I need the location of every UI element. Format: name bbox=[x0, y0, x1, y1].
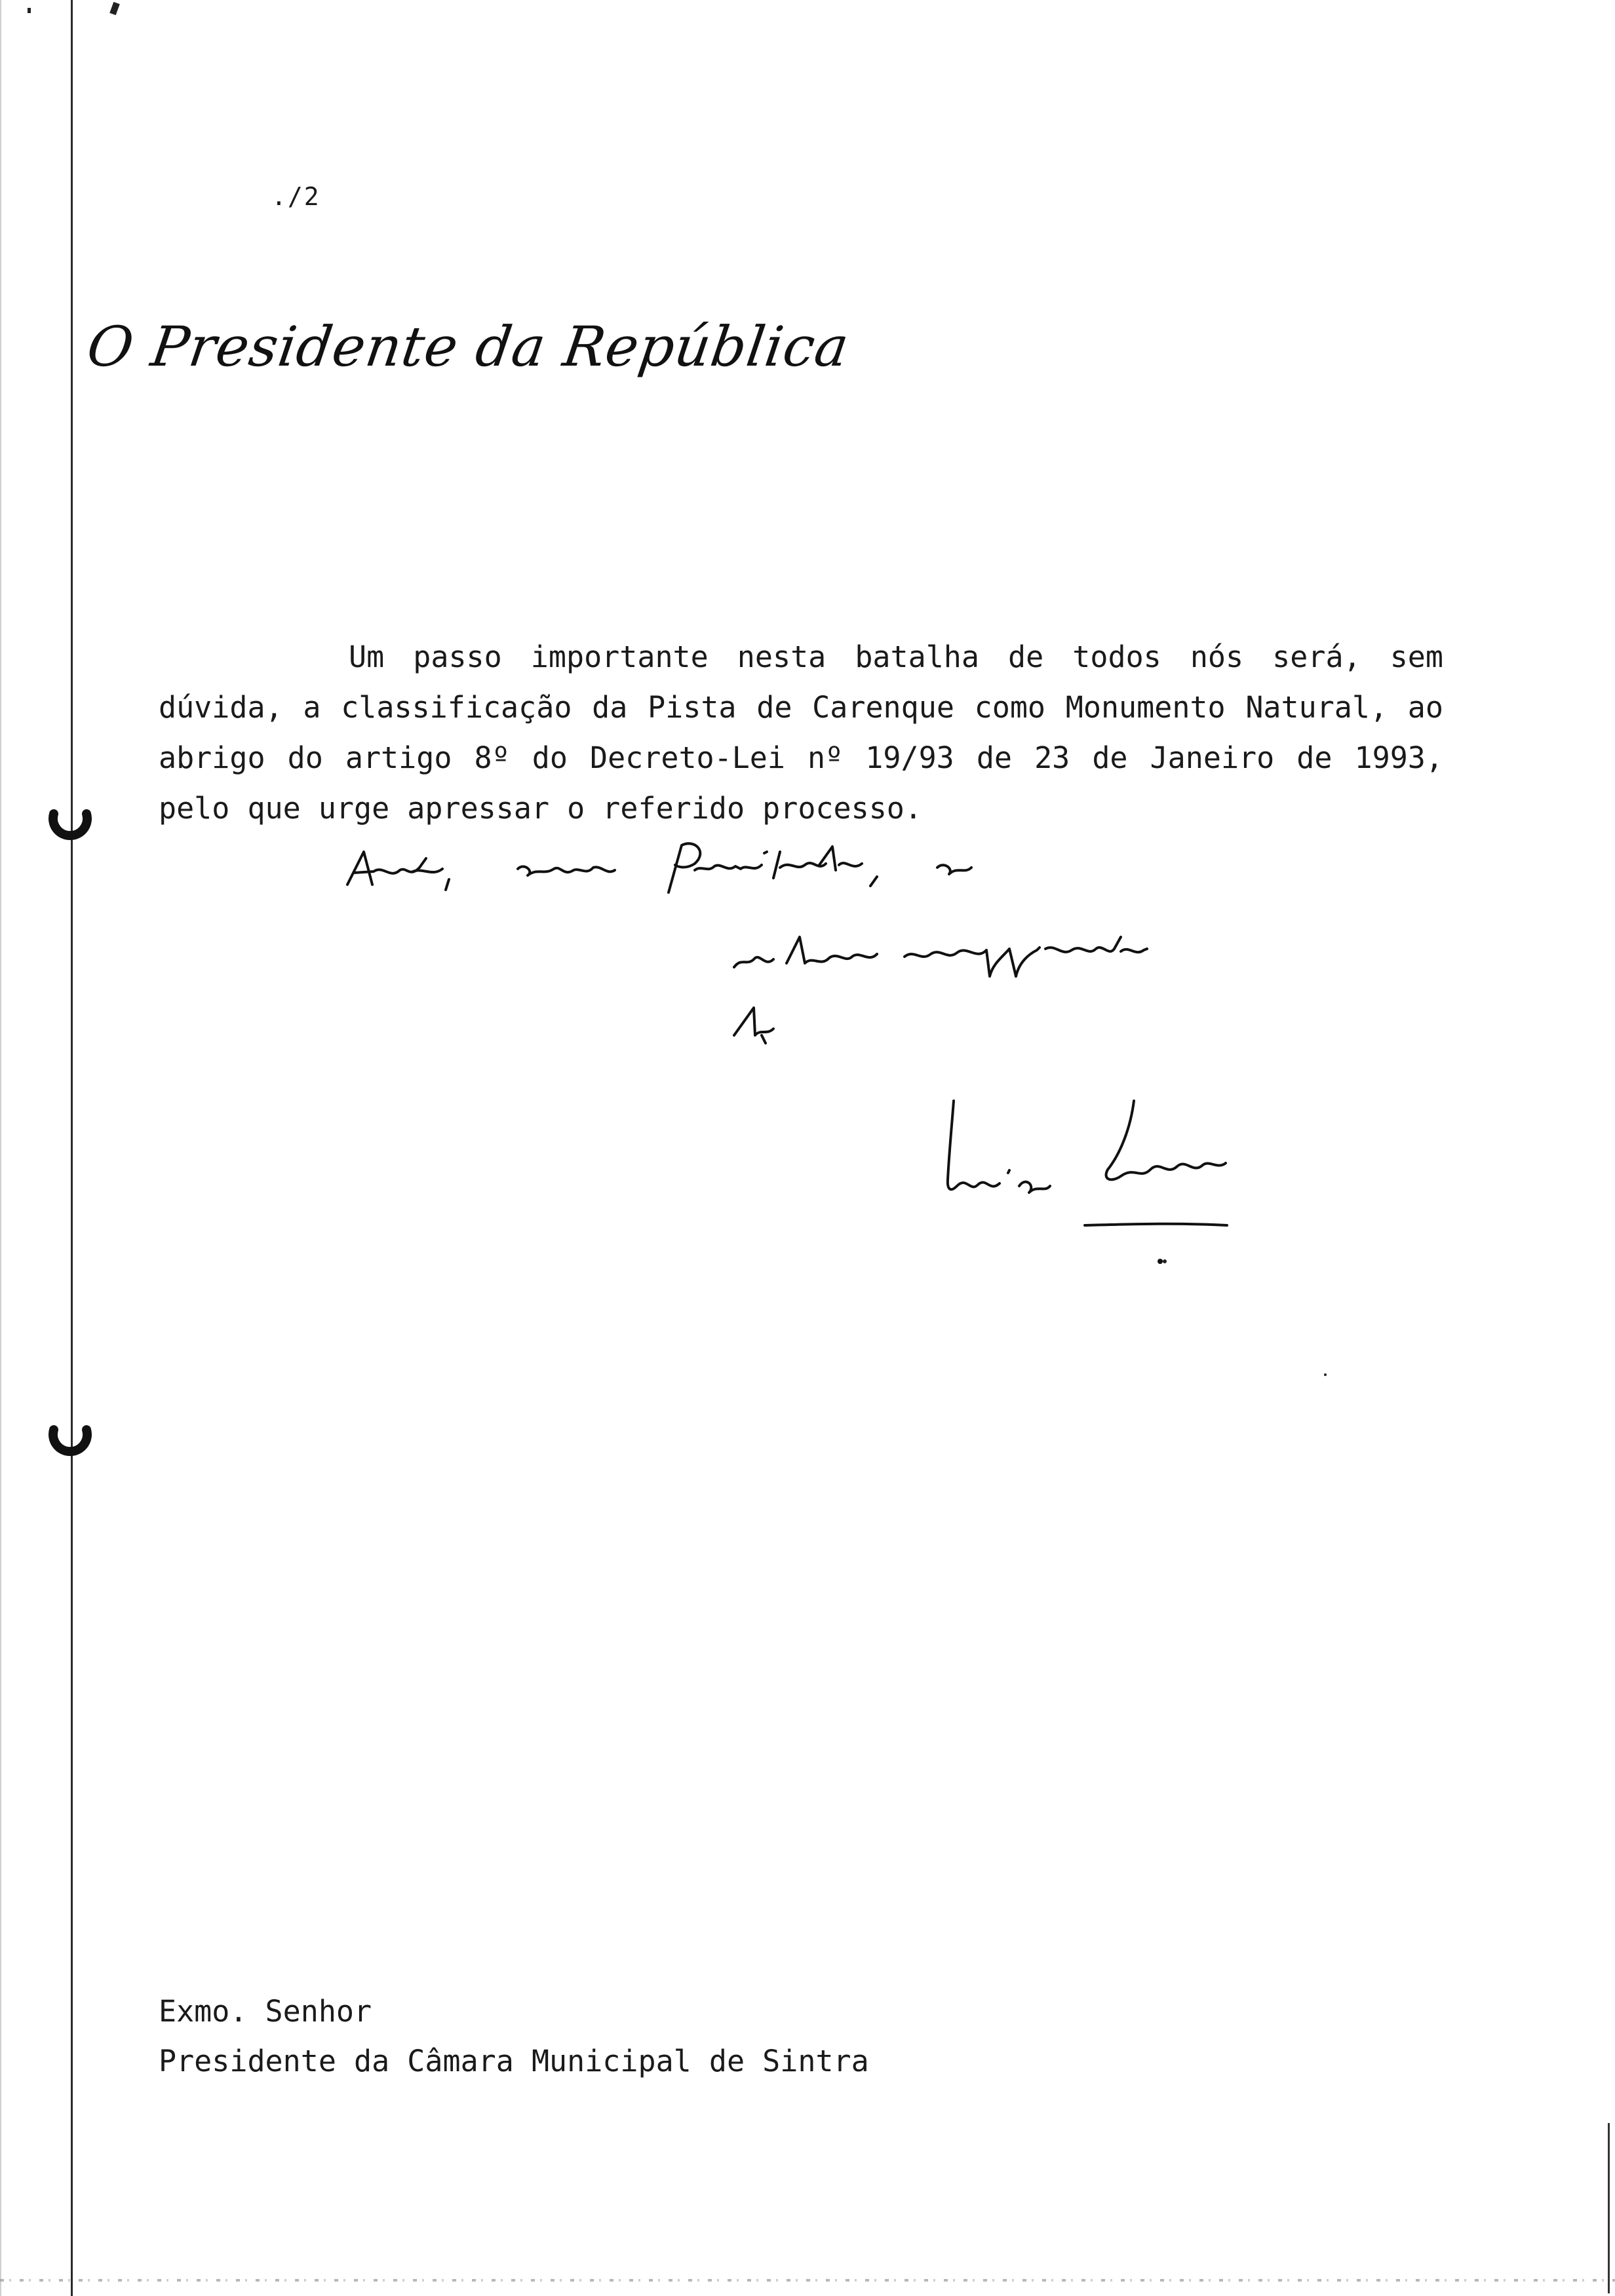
scan-speck bbox=[109, 2, 120, 15]
letterhead-title: O Presidente da República bbox=[83, 315, 853, 379]
handwritten-signature-note bbox=[328, 839, 1350, 1284]
page-number: ./2 bbox=[271, 182, 321, 211]
addressee-salutation: Exmo. Senhor bbox=[159, 1994, 372, 2029]
scan-speck bbox=[1324, 1373, 1327, 1376]
addressee-block bbox=[159, 1987, 869, 2086]
addressee-title: Presidente da Câmara Municipal de Sintra bbox=[159, 2044, 869, 2078]
binding-rule bbox=[71, 0, 73, 2296]
page-edge bbox=[0, 0, 1, 2296]
body-paragraph: Um passo importante nesta batalha de todos nós será, sem dúvida, a classificação da Pista de Carenque como Monumento Natural, ao abrigo do artigo 8º do Decreto-Lei nº 19/93 de 23 de Janeiro de 1993, pelo que urge apressar o referido processo. bbox=[159, 640, 1443, 826]
scan-speck bbox=[28, 8, 31, 13]
scan-edge bbox=[1608, 2123, 1610, 2293]
punch-hole-icon bbox=[47, 806, 93, 852]
punch-hole-icon bbox=[47, 1422, 93, 1468]
scan-noise bbox=[0, 2279, 1615, 2282]
